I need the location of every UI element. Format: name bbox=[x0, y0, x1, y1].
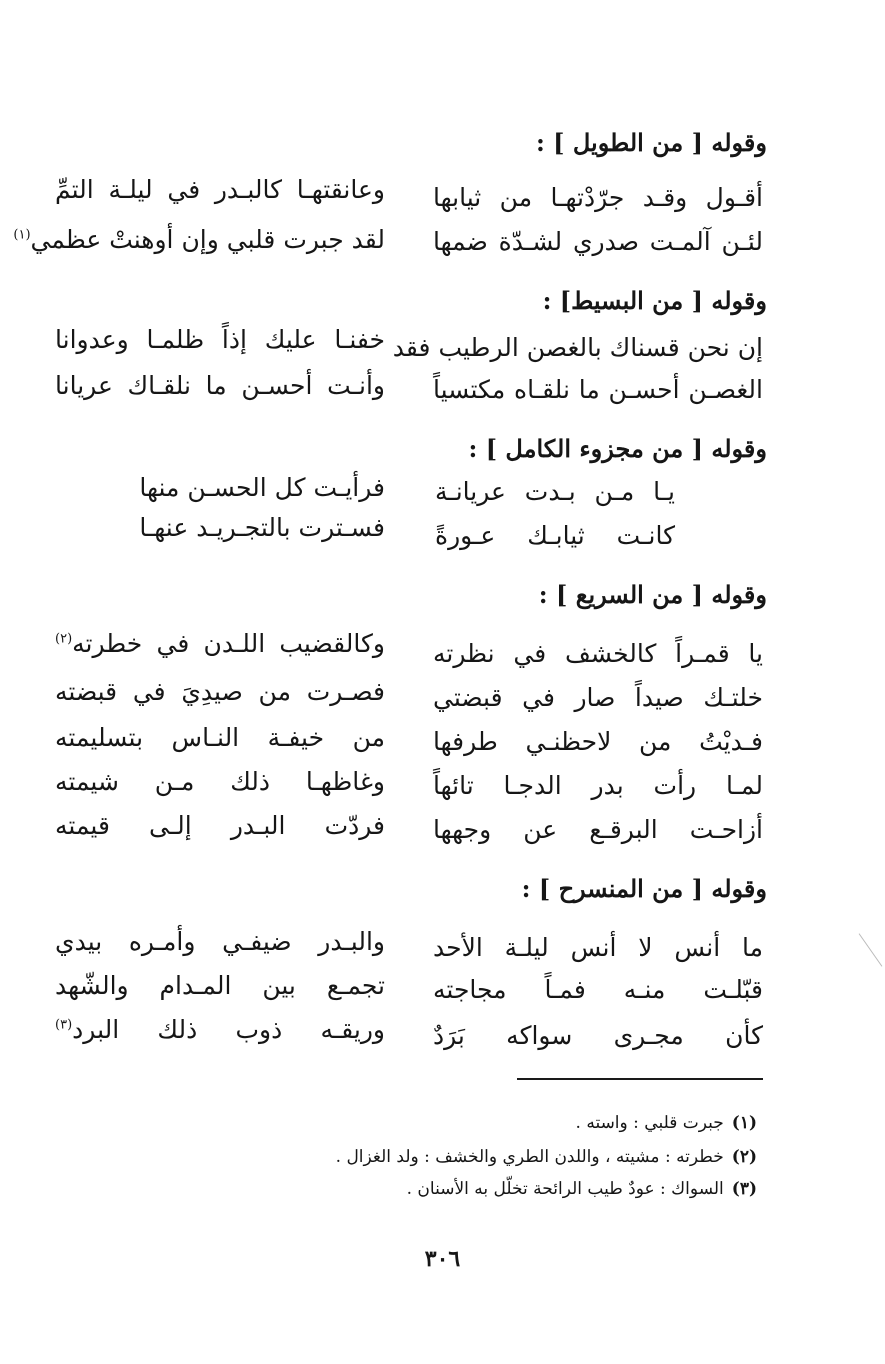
section-heading-basit: وقوله [ من البسيط] : bbox=[542, 286, 767, 315]
verse-3-2-sadr: كانـت ثيابـك عـورةً bbox=[435, 521, 675, 550]
footnote-1-text: جبرت قلبي : واسته . bbox=[575, 1113, 724, 1133]
verse-4-2-sadr: خلتـك صيداً صار في قبضتي bbox=[433, 683, 763, 712]
footnote-ref-2: (٢) bbox=[55, 631, 73, 647]
verse-2-2-sadr: الغصـن أحسـن ما نلقـاه مكتسياً bbox=[433, 375, 763, 404]
verse-4-2-ajuz: فصـرت من صيدِيَ في قبضته bbox=[55, 677, 385, 706]
footnote-2 bbox=[336, 1146, 757, 1168]
verse-1-2-sadr: لئـن آلمـت صدري لشـدّة ضمها bbox=[433, 227, 763, 256]
verse-3-1-sadr: يـا مـن بـدت عريانـة bbox=[435, 477, 675, 506]
verse-1-1-ajuz: وعانقتهـا كالبـدر في ليلـة التمِّ bbox=[55, 175, 385, 204]
verse-2-2-ajuz: وأنـت أحسـن ما نلقـاك عريانا bbox=[55, 371, 385, 400]
footnote-1 bbox=[576, 1112, 757, 1134]
verse-5-2-sadr: قبّلـت منـه فمـاً مجاجته bbox=[433, 975, 763, 1004]
verse-5-3-ajuz-text: وريقـه ذوب ذلك البرد bbox=[72, 1015, 385, 1044]
verse-3-2-ajuz: فسـترت بالتجـريـد عنهـا bbox=[139, 513, 385, 542]
footnote-3 bbox=[407, 1178, 757, 1200]
verse-1-2-ajuz-text: لقد جبرت قلبي وإن أوهنتْ عظمي bbox=[30, 225, 385, 254]
verse-2-1-ajuz: خفنـا عليك إذاً ظلمـا وعدوانا bbox=[55, 325, 385, 354]
verse-4-1-ajuz-text: وكالقضيب اللـدن في خطرته bbox=[72, 629, 385, 658]
footnote-2-number: (٢) bbox=[731, 1147, 757, 1167]
verse-4-1-ajuz bbox=[55, 628, 385, 660]
footnote-ref-1: (١) bbox=[13, 227, 31, 243]
footnote-1-number: (١) bbox=[731, 1113, 757, 1133]
verse-4-4-sadr: لمـا رأت بدر الدجـا تائهاً bbox=[433, 771, 763, 800]
section-heading-majzu-kamil: وقوله [ من مجزوء الكامل ] : bbox=[468, 434, 767, 463]
page-number: ٣٠٦ bbox=[424, 1246, 461, 1272]
footnote-3-number: (٣) bbox=[731, 1179, 757, 1199]
footnote-ref-3: (٣) bbox=[55, 1017, 73, 1033]
verse-5-1-ajuz: والبـدر ضيفـي وأمـره بيدي bbox=[55, 927, 385, 956]
verse-5-2-ajuz: تجمـع بين المـدام والشّهد bbox=[55, 971, 385, 1000]
verse-5-3-ajuz bbox=[55, 1014, 385, 1046]
section-heading-tawil: وقوله [ من الطويل ] : bbox=[535, 128, 767, 157]
verse-1-1-sadr: أقـول وقـد جرّدْتهـا من ثيابها bbox=[433, 183, 763, 212]
verse-4-3-ajuz: من خيفـة النـاس بتسليمته bbox=[55, 723, 385, 752]
verse-4-5-sadr: أزاحـت البرقـع عن وجهها bbox=[433, 815, 763, 844]
footnote-3-text: السواك : عودٌ طيب الرائحة تخلّل به الأسنان . bbox=[406, 1179, 724, 1199]
verse-4-5-ajuz: فردّت البـدر إلـى قيمته bbox=[55, 811, 385, 840]
section-heading-sari: وقوله [ من السريع ] : bbox=[538, 580, 767, 609]
footnote-divider bbox=[517, 1078, 763, 1080]
section-heading-munsarih: وقوله [ من المنسرح ] : bbox=[521, 874, 767, 903]
scan-mark bbox=[859, 933, 883, 966]
verse-4-4-ajuz: وغاظهـا ذلك مـن شيمته bbox=[55, 767, 385, 796]
footnote-2-text: خطرته : مشيته ، واللدن الطري والخشف : ولد الغزال . bbox=[335, 1147, 724, 1167]
verse-4-1-sadr: يا قمـراً كالخشف في نظرته bbox=[433, 639, 763, 668]
verse-3-1-ajuz: فرأيـت كل الحسـن منها bbox=[139, 473, 385, 502]
verse-5-3-sadr: كأن مجـرى سواكه بَرَدٌ bbox=[433, 1021, 763, 1050]
verse-5-1-sadr: ما أنس لا أنس ليلـة الأحد bbox=[433, 933, 763, 962]
verse-4-3-sadr: فـديْتُ من لاحظنـي طرفها bbox=[433, 727, 763, 756]
verse-2-1-sadr: إن نحن قسناك بالغصن الرطيب فقد bbox=[392, 333, 763, 362]
verse-1-2-ajuz bbox=[13, 224, 385, 256]
